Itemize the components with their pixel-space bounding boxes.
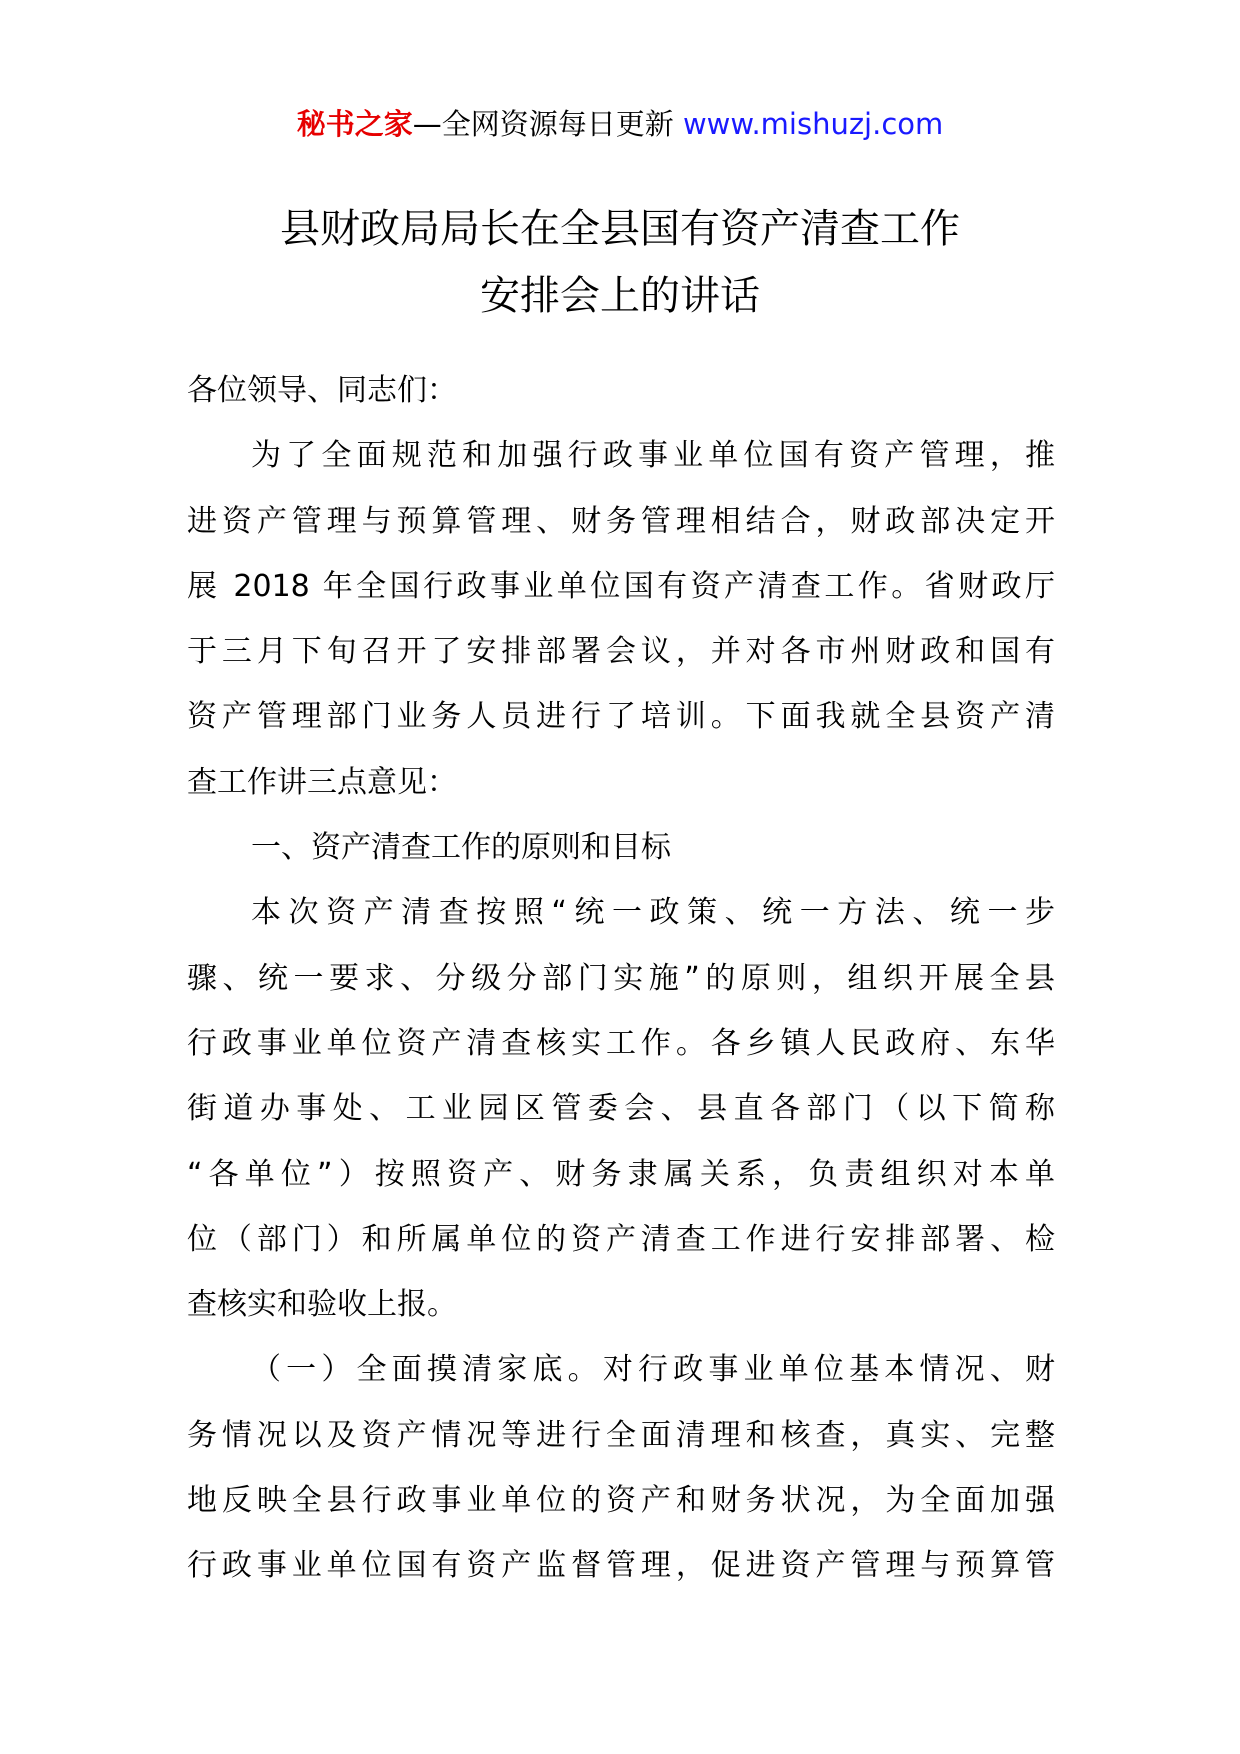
title-line-1: 县财政局局长在全县国有资产清查工作 (280, 206, 960, 252)
site-brand[interactable]: 秘书之家 (296, 107, 413, 141)
section-heading: 一、资产清查工作的原则和目标 (251, 830, 671, 866)
paragraph-line: 为了全面规范和加强行政事业单位国有资产管理，推 (251, 438, 1055, 474)
salutation: 各位领导、同志们： (187, 373, 457, 408)
paragraph-line: 骤、统一要求、分级分部门实施”的原则，组织开展全县 (187, 960, 1055, 996)
paragraph-line: 位（部门）和所属单位的资产清查工作进行安排部署、检 (187, 1221, 1055, 1257)
paragraph-line: 展 2018 年全国行政事业单位国有资产清查工作。省财政厅 (187, 568, 1055, 604)
paragraph-line: （一）全面摸清家底。对行政事业单位基本情况、财 (251, 1352, 1055, 1388)
paragraph-line: 查核实和验收上报。 (187, 1287, 457, 1323)
paragraph-line: “各单位”）按照资产、财务隶属关系，负责组织对本单 (187, 1156, 1055, 1192)
paragraph-line: 进资产管理与预算管理、财务管理相结合，财政部决定开 (187, 503, 1055, 539)
paragraph-line: 务情况以及资产情况等进行全面清理和核查，真实、完整 (187, 1417, 1055, 1453)
site-url-link[interactable]: www.mishuzj.com (682, 107, 944, 141)
paragraph-line: 于三月下旬召开了安排部署会议，并对各市州财政和国有 (187, 634, 1055, 670)
site-header (0, 100, 1240, 148)
paragraph-line: 行政事业单位资产清查核实工作。各乡镇人民政府、东华 (187, 1025, 1055, 1061)
paragraph-line: 行政事业单位国有资产监督管理，促进资产管理与预算管 (187, 1548, 1055, 1584)
document-body (187, 358, 1055, 1599)
paragraph-line: 资产管理部门业务人员进行了培训。下面我就全县资产清 (187, 699, 1055, 735)
paragraph-line: 街道办事处、工业园区管委会、县直各部门（以下简称 (187, 1091, 1055, 1127)
paragraph-line: 查工作讲三点意见： (187, 764, 457, 800)
paragraph-line: 地反映全县行政事业单位的资产和财务状况，为全面加强 (187, 1483, 1055, 1519)
paragraph-line: 本次资产清查按照“统一政策、统一方法、统一步 (251, 895, 1055, 931)
document-title (0, 196, 1240, 330)
site-tagline: —全网资源每日更新 (412, 107, 674, 141)
title-line-2: 安排会上的讲话 (480, 273, 760, 319)
